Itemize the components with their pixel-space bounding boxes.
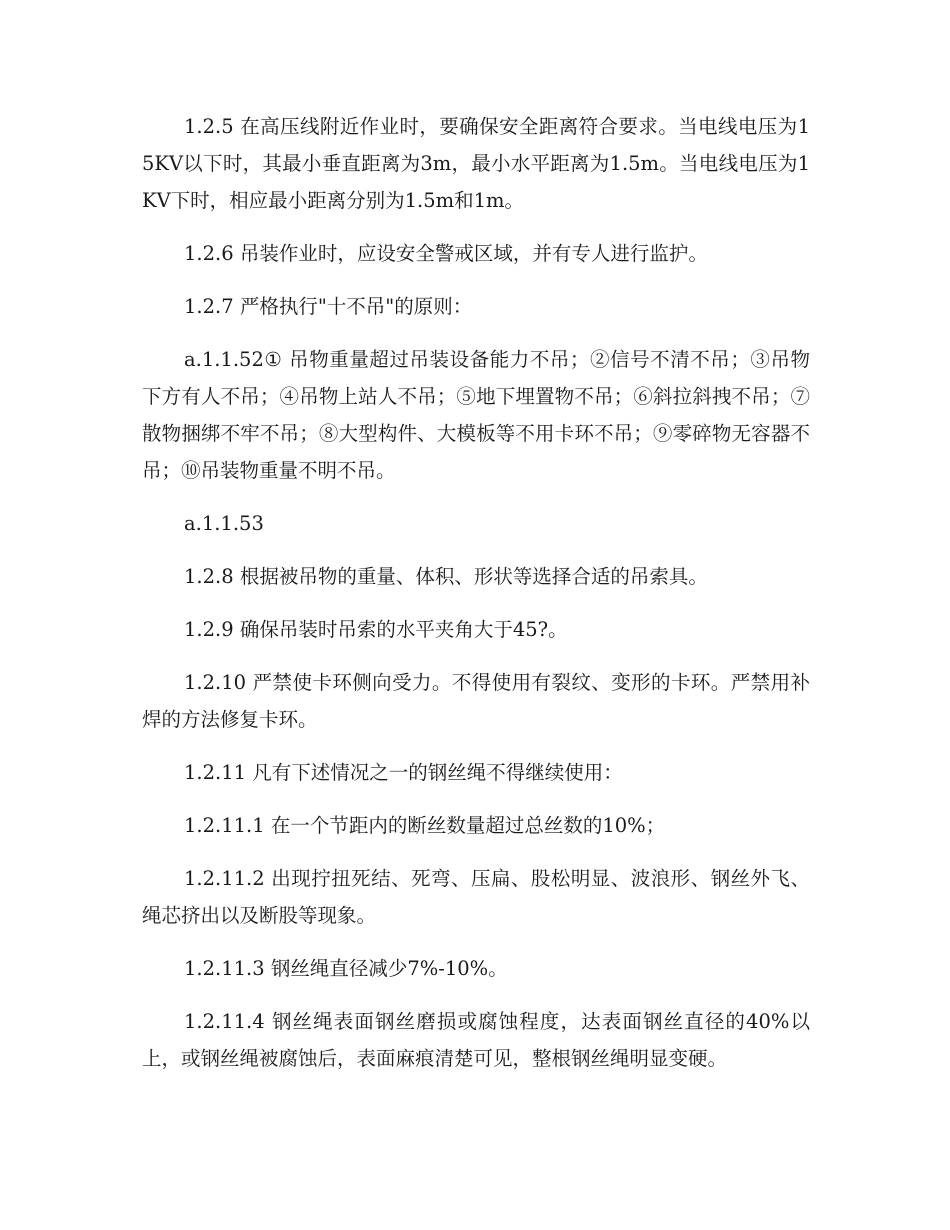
paragraph-1-2-11-2: 1.2.11.2 出现拧扭死结、死弯、压扁、股松明显、波浪形、钢丝外飞、绳芯挤出以及断股等现象。 bbox=[142, 867, 810, 927]
paragraph-1-2-8: 1.2.8 根据被吊物的重量、体积、形状等选择合适的吊索具。 bbox=[184, 565, 708, 588]
paragraph-1-2-11: 1.2.11 凡有下述情况之一的钢丝绳不得继续使用： bbox=[184, 761, 623, 784]
paragraph-1-2-11-3: 1.2.11.3 钢丝绳直径减少7%-10%。 bbox=[184, 957, 508, 980]
paragraph-a-1-1-53: a.1.1.53 bbox=[184, 512, 264, 535]
paragraph-1-2-10: 1.2.10 严禁使卡环侧向受力。不得使用有裂纹、变形的卡环。严禁用补焊的方法修复卡环。 bbox=[142, 671, 810, 731]
paragraph-1-2-7: 1.2.7 严格执行"十不吊"的原则： bbox=[184, 295, 473, 318]
paragraph-1-2-9: 1.2.9 确保吊装时吊索的水平夹角大于45?。 bbox=[184, 618, 568, 641]
paragraph-1-2-5: 1.2.5 在高压线附近作业时，要确保安全距离符合要求。当电线电压为15KV以下时，其最小垂直距离为3m，最小水平距离为1.5m。当电线电压为1KV下时，相应最小距离分别为1.5m和1m。 bbox=[142, 115, 810, 212]
paragraph-1-2-11-4: 1.2.11.4 钢丝绳表面钢丝磨损或腐蚀程度，达表面钢丝直径的40%以上，或钢丝绳被腐蚀后，表面麻痕清楚可见，整根钢丝绳明显变硬。 bbox=[142, 1010, 810, 1070]
paragraph-1-2-6: 1.2.6 吊装作业时，应设安全警戒区域，并有专人进行监护。 bbox=[184, 242, 708, 265]
paragraph-1-2-11-1: 1.2.11.1 在一个节距内的断丝数量超过总丝数的10%； bbox=[184, 814, 666, 837]
paragraph-ten-no-lift-rules: a.1.1.52① 吊物重量超过吊装设备能力不吊；②信号不清不吊；③吊物下方有人不吊；④吊物上站人不吊；⑤地下埋置物不吊；⑥斜拉斜拽不吊；⑦散物捆绑不牢不吊；⑧大型构件、大模板等不用卡环不吊；⑨零碎物无容器不吊；⑩吊装物重量不明不吊。 bbox=[142, 348, 810, 482]
document-body bbox=[142, 108, 810, 1093]
